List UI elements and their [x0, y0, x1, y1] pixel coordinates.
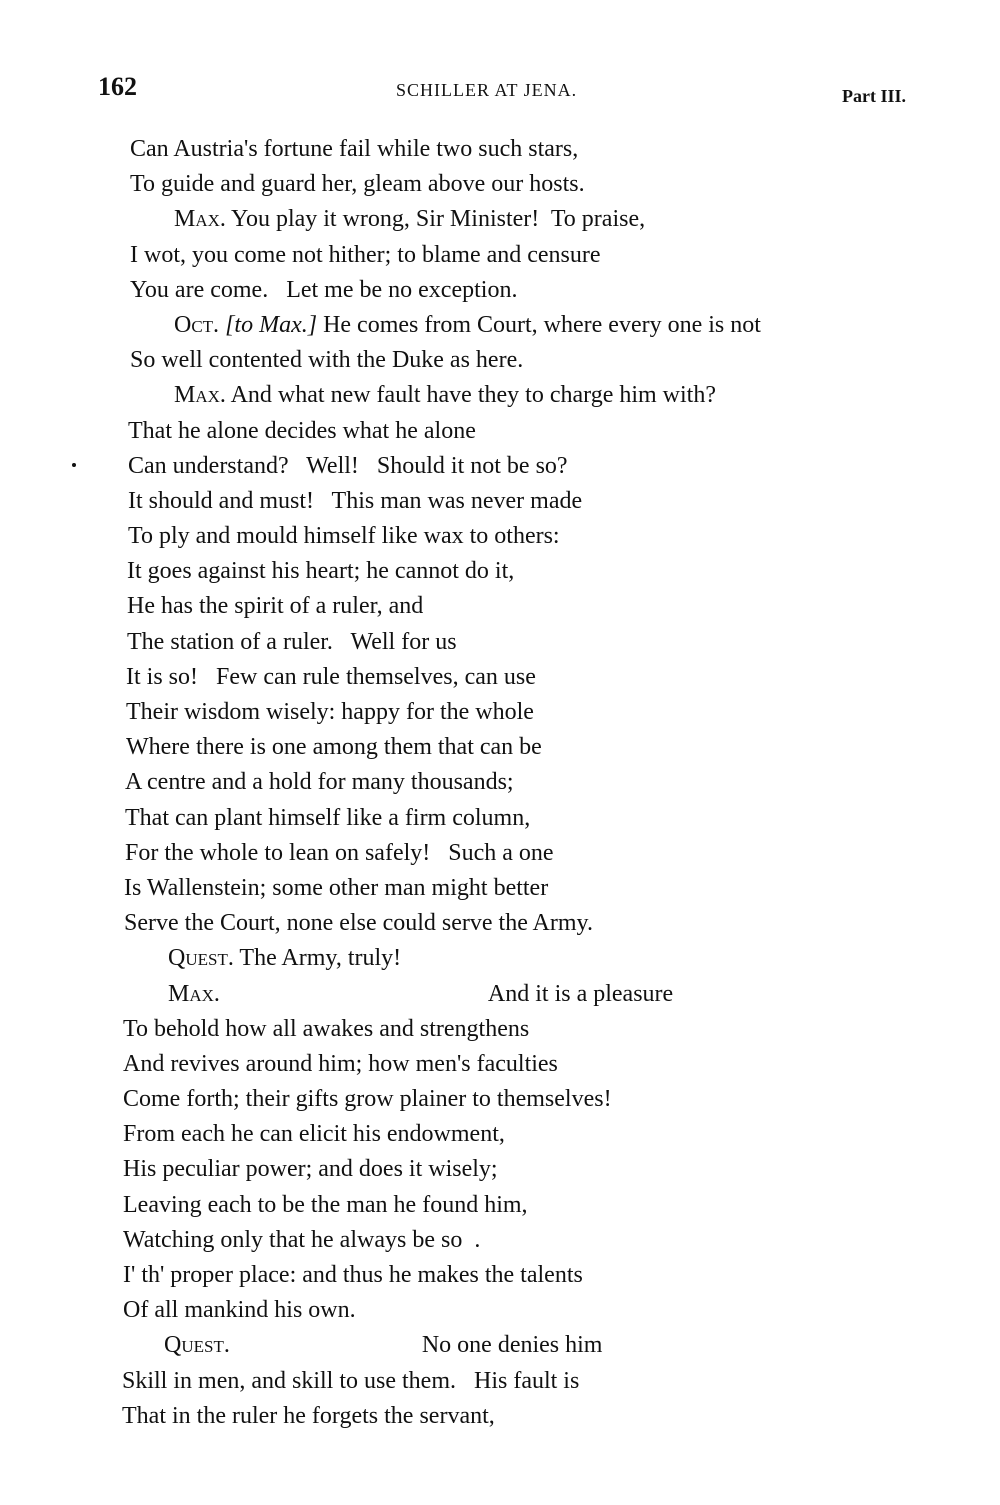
speaker-label: Quest.: [168, 945, 234, 972]
verse-line: Serve the Court, none else could serve the Army.: [124, 910, 593, 937]
verse-line: It goes against his heart; he cannot do it,: [127, 558, 515, 585]
verse-line: Come forth; their gifts grow plainer to themselves!: [123, 1086, 612, 1113]
verse-line: Where there is one among them that can be: [126, 734, 542, 761]
verse-line: To guide and guard her, gleam above our hosts.: [130, 171, 585, 198]
verse-line: Their wisdom wisely: happy for the whole: [126, 699, 534, 725]
stage-direction: [to Max.]: [225, 311, 318, 338]
verse-line: That can plant himself like a firm column,: [125, 804, 531, 831]
verse-line: Quest. The Army, truly!: [168, 945, 402, 972]
verse-line: That in the ruler he forgets the servant,: [122, 1402, 495, 1429]
verse-line: You are come. Let me be no exception.: [130, 276, 518, 303]
verse-line: Leaving each to be the man he found him,: [123, 1191, 528, 1218]
verse-line: I' th' proper place: and thus he makes the talents: [123, 1262, 583, 1288]
verse-line: To behold how all awakes and strengthens: [123, 1015, 530, 1042]
verse-line: The station of a ruler. Well for us: [127, 628, 457, 655]
verse-line: Oct. [to Max.] He comes from Court, where every one is not: [174, 311, 761, 338]
verse-line: I wot, you come not hither; to blame and censure: [130, 241, 601, 268]
verse-line: For the whole to lean on safely! Such a one: [125, 839, 554, 866]
verse-line: And revives around him; how men's faculties: [123, 1050, 558, 1077]
verse-line: His peculiar power; and does it wisely;: [123, 1156, 498, 1183]
verse-line: That he alone decides what he alone: [128, 417, 476, 444]
verse-line: Of all mankind his own.: [123, 1297, 356, 1324]
verse-line: He has the spirit of a ruler, and: [127, 593, 424, 620]
verse-line: Watching only that he always be so .: [123, 1226, 481, 1253]
verse-line: Is Wallenstein; some other man might better: [124, 874, 549, 901]
verse-line: From each he can elicit his endowment,: [123, 1121, 505, 1148]
part-label: Part III.: [842, 86, 906, 106]
speaker-label: Quest.: [164, 1332, 230, 1359]
verse-line: So well contented with the Duke as here.: [130, 347, 524, 374]
verse-line: Skill in men, and skill to use them. His fault is: [122, 1367, 580, 1394]
verse-line: Max. And what new fault have they to charge him with?: [174, 382, 716, 409]
speaker-label: Oct.: [174, 311, 220, 338]
verse-line: Max. And it is a pleasure: [168, 980, 674, 1007]
verse-line: To ply and mould himself like wax to others:: [128, 523, 560, 550]
verse-line: A centre and a hold for many thousands;: [125, 769, 514, 796]
verse-line: Can Austria's fortune fail while two such stars,: [130, 136, 579, 162]
speaker-label: Max.: [168, 980, 220, 1007]
verse-text: [0, 132, 1000, 1434]
verse-line: Quest. No one denies him: [164, 1332, 603, 1359]
speaker-label: Max.: [174, 206, 226, 233]
verse-line: Max. You play it wrong, Sir Minister! To praise,: [174, 206, 646, 233]
running-title: SCHILLER AT JENA.: [396, 80, 578, 100]
verse-line: It is so! Few can rule themselves, can use: [126, 663, 536, 690]
speaker-label: Max.: [174, 382, 226, 409]
verse-line: Can understand? Well! Should it not be so?: [128, 452, 568, 479]
verse-line: It should and must! This man was never made: [128, 487, 583, 514]
page-number: 162: [98, 72, 137, 101]
